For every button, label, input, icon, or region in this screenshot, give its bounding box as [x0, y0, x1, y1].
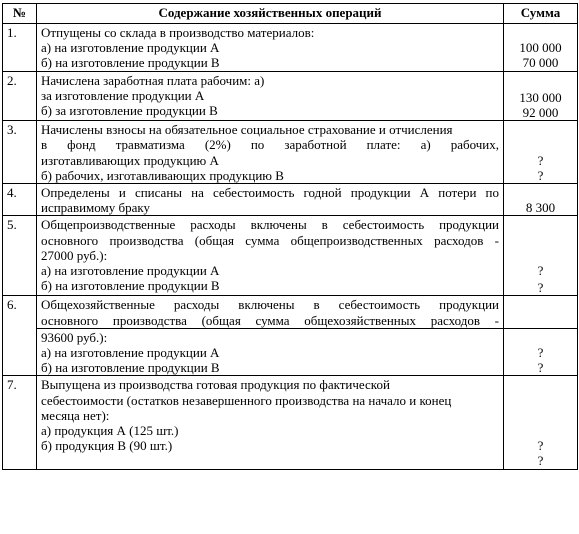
row-sum [504, 296, 578, 328]
table-row [3, 24, 578, 72]
row-description: Общехозяйственные расходы включены в себестоимость продукции основного производства (общая сумма общехозяйственных расходов - [37, 296, 504, 328]
header-number: № [3, 4, 37, 24]
row-description: Определены и списаны на себестоимость годной продукции А потери по исправимому браку [37, 184, 504, 216]
row-number: 4. [3, 184, 37, 216]
table-row [3, 296, 578, 328]
header-sum: Сумма [504, 4, 578, 24]
table-row-continued [3, 328, 578, 376]
row-description: Выпущена из производства готовая продукция по фактической себестоимости (остатков незавершенного производства на начало и конец месяца нет): а) продукция А (125 шт.) б) продукция В (90 шт.) [37, 376, 504, 469]
table-row [3, 216, 578, 296]
row-sum: ? ? [504, 216, 578, 296]
table-row [3, 376, 578, 469]
row-sum: ? ? [504, 376, 578, 469]
row-description: Начислена заработная плата рабочим: а) за изготовление продукции А б) за изготовление продукции В [37, 71, 504, 121]
table-header-row [3, 4, 578, 24]
row-sum: 130 000 92 000 [504, 71, 578, 121]
table-row [3, 71, 578, 121]
row-sum: ? ? [504, 121, 578, 184]
table-row [3, 184, 578, 216]
row-number: 2. [3, 71, 37, 121]
row-sum: 100 000 70 000 [504, 24, 578, 72]
row-sum: 8 300 [504, 184, 578, 216]
row-description: Общепроизводственные расходы включены в себестоимость продукции основного производства (общая сумма общепроизводственных расходов - 27000 руб.): а) на изготовление продукции А б) на изготовление продукции В [37, 216, 504, 296]
header-description: Содержание хозяйственных операций [37, 4, 504, 24]
row-number: 7. [3, 376, 37, 469]
row-description: Отпущены со склада в производство материалов: а) на изготовление продукции А б) на изготовление продукции В [37, 24, 504, 72]
row-number: 6. [3, 296, 37, 328]
table-row [3, 121, 578, 184]
operations-table [2, 3, 578, 470]
row-sum: ? ? [504, 328, 578, 376]
row-description: 93600 руб.): а) на изготовление продукции А б) на изготовление продукции В [37, 328, 504, 376]
row-number: 1. [3, 24, 37, 72]
row-number: 5. [3, 216, 37, 296]
row-number: 3. [3, 121, 37, 184]
row-description: Начислены взносы на обязательное социальное страхование и отчисления в фонд травматизма (2%) по заработной плате: а) рабочих, изготавливающих продукцию А б) рабочих, изготавливающих продукцию В [37, 121, 504, 184]
